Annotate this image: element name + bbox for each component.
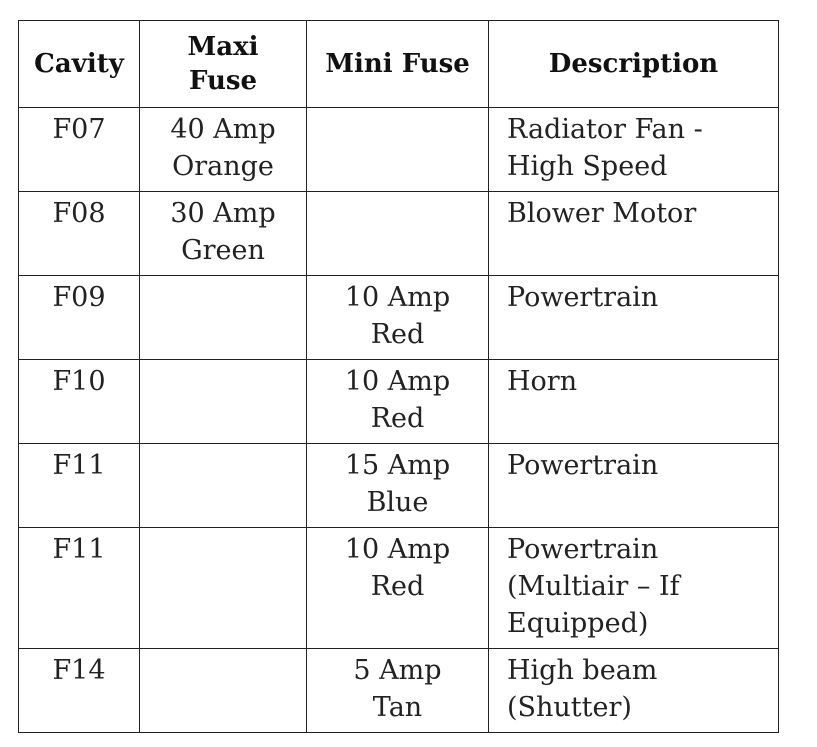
mini-color: Tan xyxy=(372,692,423,723)
desc-line: Radiator Fan - xyxy=(507,114,703,145)
mini-fuse-cell xyxy=(307,192,489,276)
header-maxi-fuse xyxy=(140,21,307,108)
desc-line: (Shutter) xyxy=(507,692,632,723)
table-body xyxy=(19,108,779,733)
table-row xyxy=(19,192,779,276)
table-row xyxy=(19,528,779,649)
table-row xyxy=(19,360,779,444)
mini-fuse-cell xyxy=(307,360,489,444)
header-maxi-line2: Fuse xyxy=(188,66,258,96)
header-mini-fuse: Mini Fuse xyxy=(307,21,489,108)
description-cell xyxy=(489,360,779,444)
maxi-fuse-cell xyxy=(140,108,307,192)
maxi-fuse-cell xyxy=(140,649,307,733)
cavity-cell: F11 xyxy=(19,528,140,649)
table-row xyxy=(19,108,779,192)
maxi-fuse-cell xyxy=(140,276,307,360)
cavity-cell: F08 xyxy=(19,192,140,276)
mini-fuse-cell xyxy=(307,276,489,360)
fuse-table xyxy=(18,20,779,733)
desc-line: Equipped) xyxy=(507,608,649,639)
description-cell xyxy=(489,528,779,649)
desc-line: High Speed xyxy=(507,151,668,182)
maxi-amp: 30 Amp xyxy=(170,198,276,229)
maxi-fuse-cell xyxy=(140,192,307,276)
desc-line: Horn xyxy=(507,366,578,397)
desc-line: High beam xyxy=(507,655,658,686)
maxi-fuse-cell xyxy=(140,444,307,528)
maxi-color: Orange xyxy=(172,151,274,182)
description-cell xyxy=(489,444,779,528)
desc-line: Powertrain xyxy=(507,450,659,481)
desc-line: (Multiair – If xyxy=(507,571,680,602)
table-row xyxy=(19,276,779,360)
desc-line: Blower Motor xyxy=(507,198,697,229)
table-row xyxy=(19,444,779,528)
description-cell xyxy=(489,108,779,192)
header-cavity: Cavity xyxy=(19,21,140,108)
mini-color: Red xyxy=(370,571,425,602)
header-maxi-line1: Maxi xyxy=(187,32,259,62)
maxi-fuse-cell xyxy=(140,528,307,649)
mini-color: Red xyxy=(370,403,425,434)
desc-line: Powertrain xyxy=(507,282,659,313)
description-cell xyxy=(489,649,779,733)
cavity-cell: F09 xyxy=(19,276,140,360)
mini-color: Red xyxy=(370,319,425,350)
desc-line: Powertrain xyxy=(507,534,659,565)
mini-amp: 5 Amp xyxy=(353,655,442,686)
cavity-cell: F14 xyxy=(19,649,140,733)
mini-fuse-cell xyxy=(307,528,489,649)
mini-color: Blue xyxy=(366,487,429,518)
mini-fuse-cell xyxy=(307,108,489,192)
maxi-amp: 40 Amp xyxy=(170,114,276,145)
description-cell xyxy=(489,276,779,360)
mini-amp: 10 Amp xyxy=(344,366,451,397)
header-row xyxy=(19,21,779,108)
cavity-cell: F07 xyxy=(19,108,140,192)
mini-amp: 15 Amp xyxy=(344,450,451,481)
mini-amp: 10 Amp xyxy=(344,282,451,313)
maxi-color: Green xyxy=(181,235,265,266)
mini-amp: 10 Amp xyxy=(344,534,451,565)
cavity-cell: F10 xyxy=(19,360,140,444)
maxi-fuse-cell xyxy=(140,360,307,444)
header-description: Description xyxy=(489,21,779,108)
description-cell xyxy=(489,192,779,276)
mini-fuse-cell xyxy=(307,649,489,733)
mini-fuse-cell xyxy=(307,444,489,528)
table-header xyxy=(19,21,779,108)
table-row xyxy=(19,649,779,733)
cavity-cell: F11 xyxy=(19,444,140,528)
